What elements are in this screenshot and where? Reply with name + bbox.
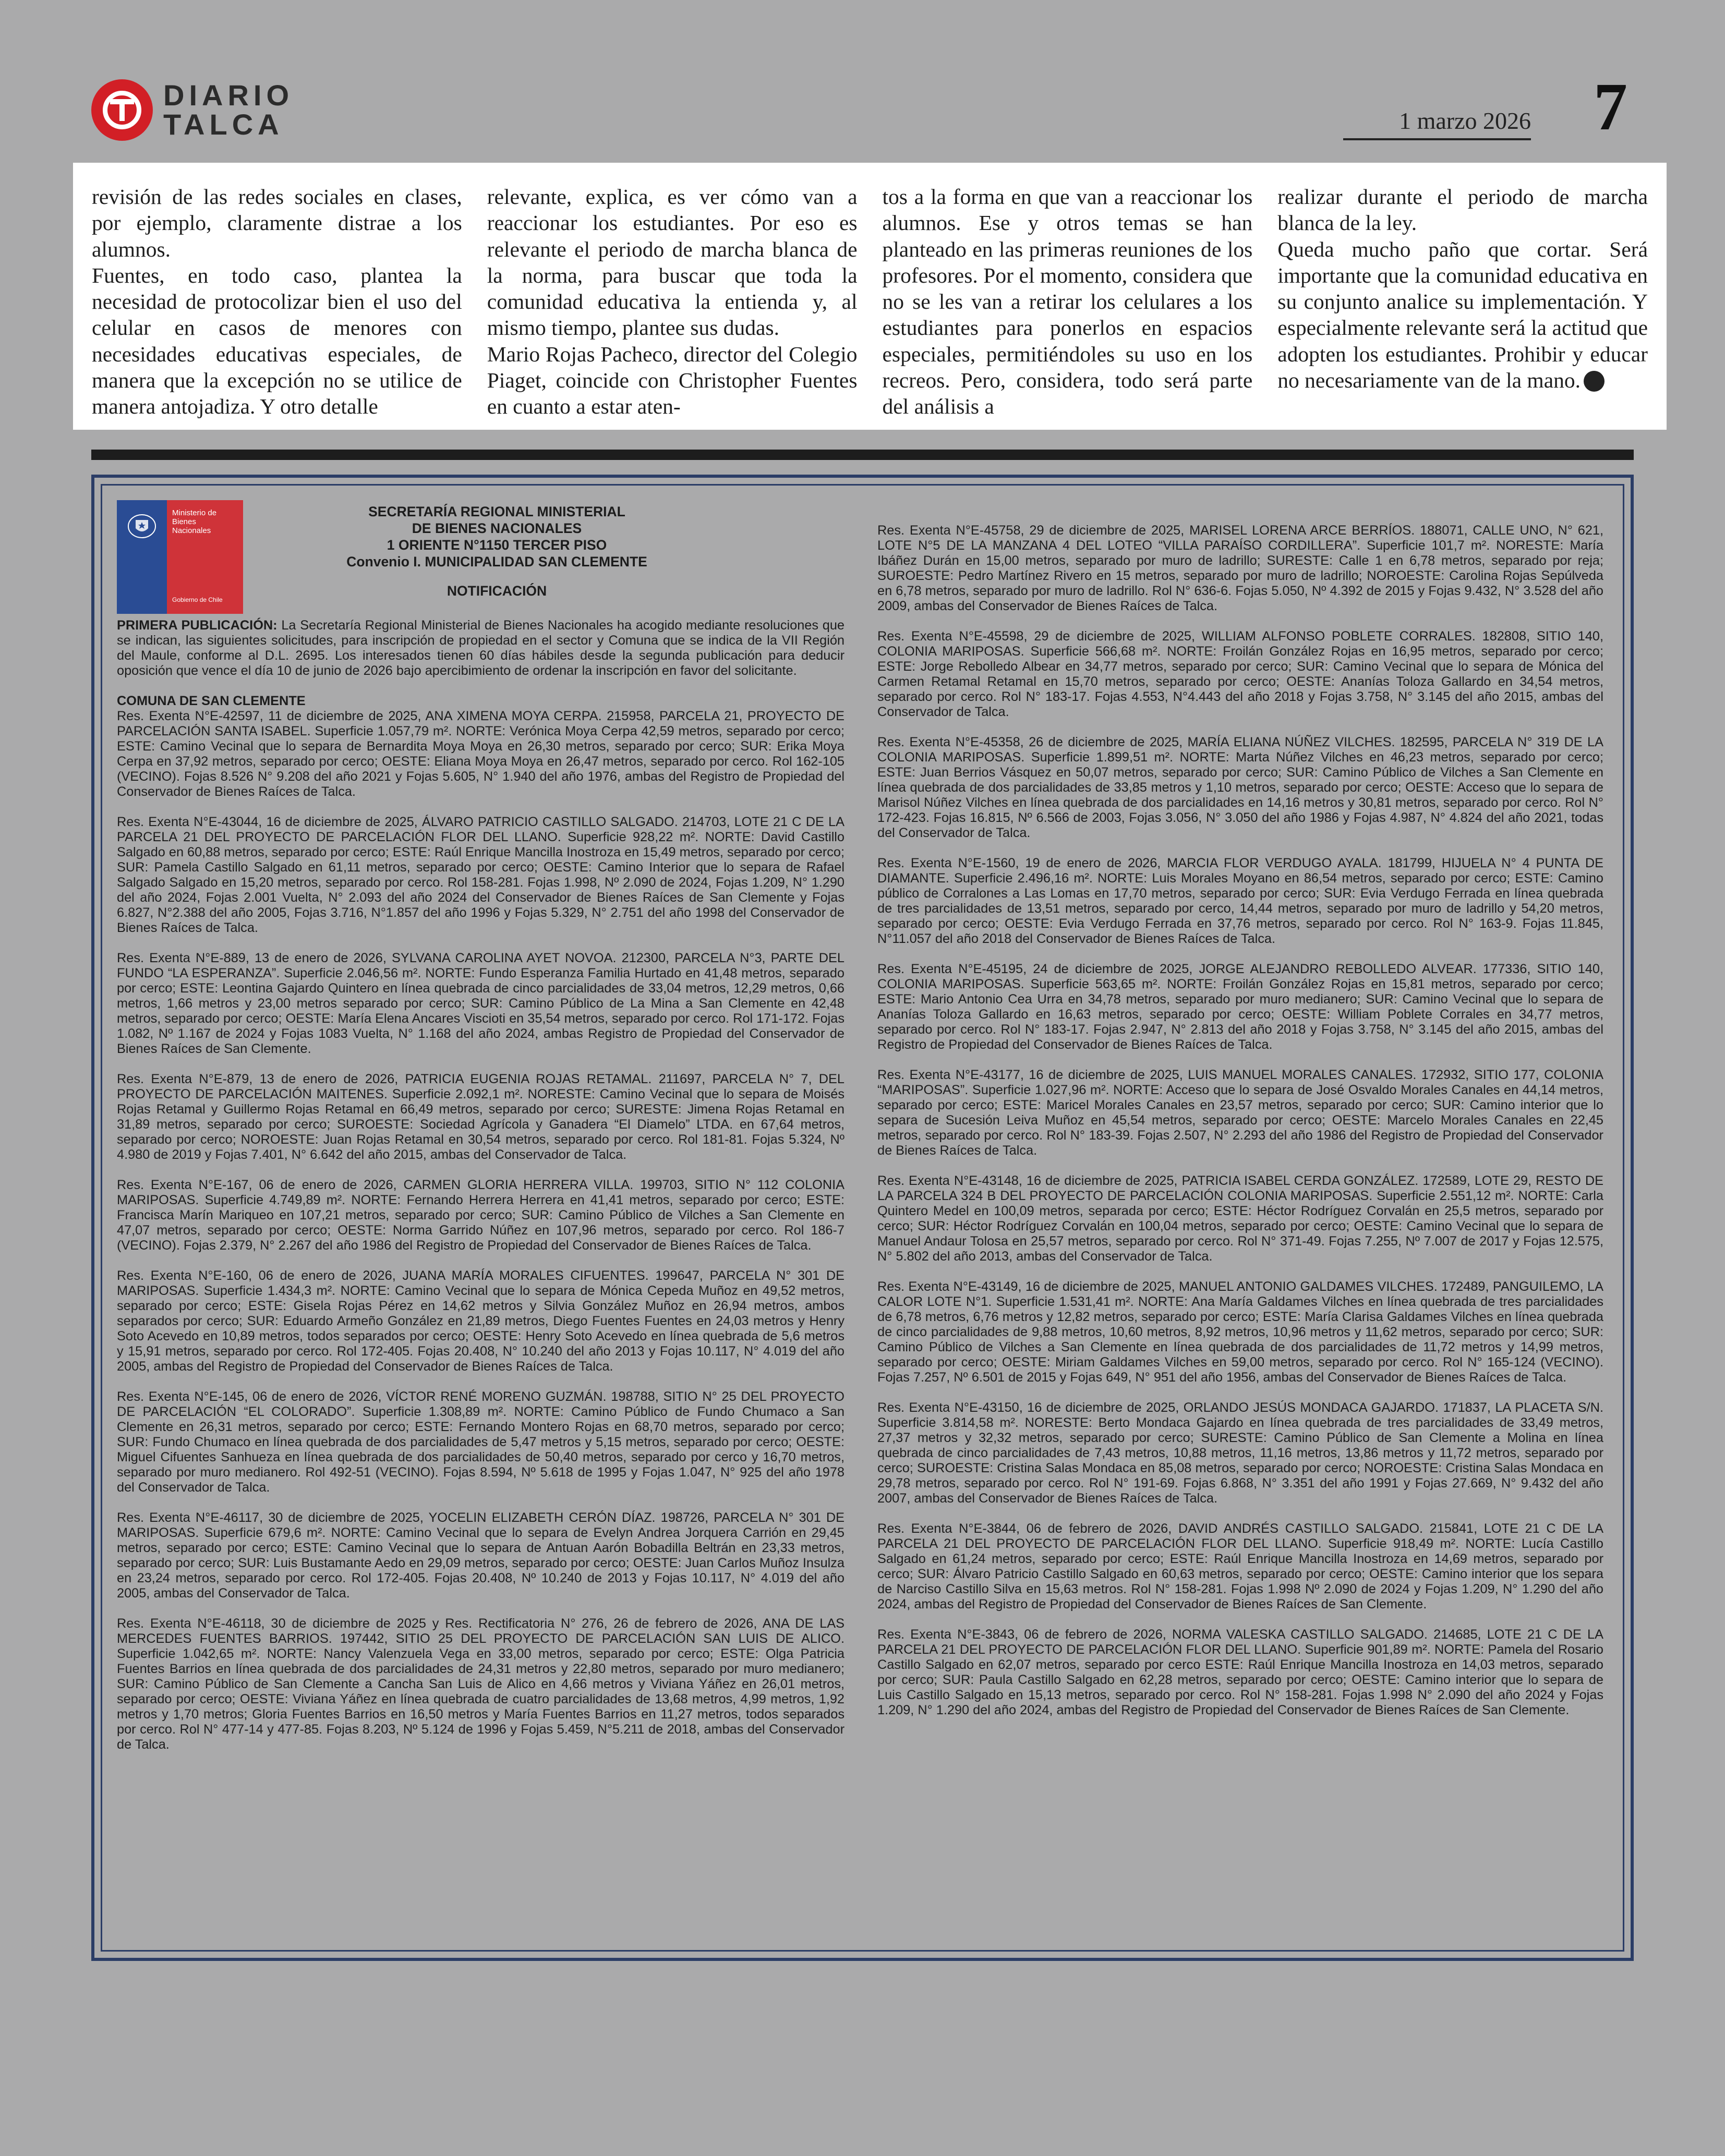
agency-line4: Convenio I. MUNICIPALIDAD SAN CLEMENTE — [346, 554, 647, 570]
agency-line1: SECRETARÍA REGIONAL MINISTERIAL — [368, 504, 625, 519]
ministry-footer: Gobierno de Chile — [172, 596, 223, 603]
masthead-line1: DIARIO — [163, 78, 294, 112]
article-panel — [73, 163, 1667, 430]
diario-talca-logo-icon — [91, 79, 153, 141]
notice-entry: Res. Exenta N°E-167, 06 de enero de 2026, CARMEN GLORIA HERRERA VILLA. 199703, SITIO N° 112 COLONIA MARIPOSAS. Superficie 4.749,89 m². NORTE: Fernando Herrera Herrera en 41,41 metros, separado por cerco; ESTE: Francisca Marín Mariqueo en 107,21 metros, separado por cerco; SUR: Camino Público de Vilches a San Clemente en 47,07 metros, separado por cerco; OESTE: Norma Garrido Núñez en 107,96 metros, separado por cerco. Rol 186-7 (VECINO). Fojas 2.379, N° 2.267 del año 1986 del Registro de Propiedad del Conservador de Bienes Raíces de Talca. — [117, 1178, 845, 1253]
notice-entry: Res. Exenta N°E-46117, 30 de diciembre de 2025, YOCELIN ELIZABETH CERÓN DÍAZ. 198726, PARCELA N° 301 DE MARIPOSAS. Superficie 679,6 m². NORTE: Camino Vecinal que lo separa de Evelyn Andrea Jorquera Carrión en 29,45 metros, separado por cerco; ESTE: Camino Vecinal que lo separa de Antuan Aarón Bobadilla Beltrán en 23,33 metros, separado por cerco; SUR: Luis Bustamante Aedo en 29,09 metros, separado por cerco; OESTE: Juan Carlos Muñoz Insulza en 23,24 metros, separado por cerco. Rol 172-405. Fojas 20.408, Nº 10.240 de 2013 y Fojas 10.117, N° 4.019 del año 2005, ambas del Conservador de Talca. — [117, 1510, 845, 1601]
agency-block — [243, 500, 845, 618]
page-number: 7 — [1594, 69, 1627, 144]
coat-of-arms-icon — [125, 511, 159, 542]
legal-notice-inner-frame — [101, 484, 1624, 1952]
notice-entry: Res. Exenta N°E-43044, 16 de diciembre de 2025, ÁLVARO PATRICIO CASTILLO SALGADO. 214703, LOTE 21 C DE LA PARCELA 21 DEL PROYECTO DE PARCELACIÓN FLOR DEL LLANO. Superficie 928,22 m². NORTE: David Castillo Salgado en 60,88 metros, separado por cerco; ESTE: Raúl Enrique Mancilla Inostroza en 15,49 metros, separado por cerco; SUR: Pamela Castillo Salgado en 61,11 metros, separado por cerco; OESTE: Camino Interior que lo separa de Rafael Salgado Salgado en 15,20 metros, separado por cerco. Rol 158-281. Fojas 1.998, Nº 2.090 de 2024, Fojas 1.209, N° 1.290 del año 2024, Fojas 2.001 Vuelta, N° 2.093 del año 2024 del Conservador de Bienes Raíces de San Clemente y Fojas 6.827, N°2.388 del año 2005, Fojas 3.716, N°1.857 del año 1996 y Fojas 5.329, N° 2.751 del año 1998 del Conservador de Bienes Raíces de Talca. — [117, 815, 845, 935]
notice-right-column — [877, 523, 1603, 1733]
comuna-heading: COMUNA DE SAN CLEMENTE — [117, 694, 306, 708]
notice-title: NOTIFICACIÓN — [447, 583, 547, 599]
ministry-name-line2: Bienes — [172, 517, 196, 526]
end-of-article-icon — [1584, 371, 1605, 392]
article-column-3 — [883, 184, 1253, 430]
ministry-name-line3: Nacionales — [172, 526, 211, 535]
notice-entry: Res. Exenta N°E-889, 13 de enero de 2026, SYLVANA CAROLINA AYET NOVOA. 212300, PARCELA N°3, PARTE DEL FUNDO “LA ESPERANZA”. Superficie 2.046,56 m². NORTE: Fundo Esperanza Familia Hurtado en 41,48 metros, separado por cerco; ESTE: Leontina Gajardo Quintero en línea quebrada de cinco parcialidades de 33,04 metros, 12,29 metros, 0,66 metros, 1,66 metros y 23,00 metros separado por cerco; SUR: Camino Público de La Mina a San Clemente en 42,48 metros, separado por cerco; OESTE: María Elena Ancares Viscioti en 35,54 metros, separado por cerco. Rol 171-172. Fojas 1.082, Nº 1.167 de 2024 y Fojas 1083 Vuelta, N° 1.168 del año 2024, ambas Registro de Propiedad del Conservador de Bienes Raíces de San Clemente. — [117, 951, 845, 1056]
notice-entry: Res. Exenta N°E-879, 13 de enero de 2026, PATRICIA EUGENIA ROJAS RETAMAL. 211697, PARCELA N° 7, DEL PROYECTO DE PARCELACIÓN MAITENES. Superficie 2.092,1 m². NORESTE: Camino Vecinal que lo separa de Moisés Rojas Retamal y Guillermo Rojas Retamal en 66,49 metros, separado por cerco; SURESTE: Jimena Rojas Retamal en 31,89 metros, separado por cerco; SUROESTE: Sociedad Agrícola y Ganadera “El Diamelo” LTDA. en 67,64 metros, separado por cerco; NOROESTE: Juan Rojas Retamal en 30,54 metros, separado por cerco. Rol 181-81. Fojas 5.324, Nº 4.980 de 2019 y Fojas 7.401, N° 6.642 del año 2015, ambas del Conservador de Talca. — [117, 1072, 845, 1162]
article-text-4b: Queda mucho paño que cortar. Será importante que la comunidad educativa en su conjunto analice su implementación. Y especialmente relevante será la actitud que adopten los estudiantes. Prohibir y educar no necesariamente van de la mano. — [1277, 237, 1648, 393]
article-text-4a: realizar durante el periodo de marcha blanca de la ley. — [1277, 185, 1648, 235]
notice-entry: Res. Exenta N°E-1560, 19 de enero de 2026, MARCIA FLOR VERDUGO AYALA. 181799, HIJUELA N° 4 PUNTA DE DIAMANTE. Superficie 2.496,16 m². NORTE: Luis Morales Moyano en 86,54 metros, separado por cerco; ESTE: Camino público de Corralones a Las Lomas en 17,70 metros, separado por cerco; SUR: Evia Verdugo Ferrada en línea quebrada de tres parcialidades de 13,51 metros, separado por cerco, 14,44 metros, separado por muro de ladrillo y 54,20 metros, separado por cerco; OESTE: Evia Verdugo Ferrada en 37,76 metros, separado por cerco. Rol N° 163-9. Fojas 11.845, N°11.057 del año 2018 del Conservador de Bienes Raíces de Talca. — [877, 856, 1603, 946]
notice-intro — [117, 618, 845, 679]
notice-entry: Res. Exenta N°E-43148, 16 de diciembre de 2025, PATRICIA ISABEL CERDA GONZÁLEZ. 172589, LOTE 29, RESTO DE LA PARCELA 324 B DEL PROYECTO DE PARCELACIÓN COLONIA MARIPOSAS. Superficie 2.551,12 m². NORTE: Carla Quintero Medel en 100,09 metros, separada por cerco; ESTE: Héctor Rodríguez Corvalán en 25,5 metros, separado por cerco; SUR: Héctor Rodríguez Corvalán en 100,04 metros, separado por cerco; OESTE: Camino Vecinal que lo separa de Manuel Andaur Tolosa en 25,57 metros, separado por cerco. Rol N° 371-49. Fojas 7.255, Nº 7.007 de 2017 y Fojas 12.575, N° 5.802 del año 2013, ambas del Conservador de Talca. — [877, 1173, 1603, 1264]
masthead-title — [163, 78, 294, 141]
notice-entry: Res. Exenta N°E-3844, 06 de febrero de 2026, DAVID ANDRÉS CASTILLO SALGADO. 215841, LOTE 21 C DE LA PARCELA 21 DEL PROYECTO DE PARCELACIÓN FLOR DEL LLANO. Superficie 918,49 m². NORTE: Lucía Castillo Salgado en 61,24 metros, separado por cerco; ESTE: Raúl Enrique Mancilla Inostroza en 14,69 metros, separado por cerco; SUR: Álvaro Patricio Castillo Salgado en 60,63 metros, separado por cerco; OESTE: Camino interior que los separa de Narciso Castillo Silva en 15,63 metros. Rol N° 158-281. Fojas 1.998 Nº 2.090 de 2024 y Fojas 1.209, N° 1.290 del año 2024, ambas del Registro de Propiedad del Conservador de Bienes Raíces de San Clemente. — [877, 1521, 1603, 1612]
article-text-3: tos a la forma en que van a reaccionar los alumnos. Ese y otros temas se han planteado en las primeras reuniones de los profesores. Por el momento, considera que no se les van a retirar los celulares a los estudiantes para ponerlos en espacios especiales, permitiéndoles su uso en los recreos. Pero, considera, todo será parte del análisis a — [882, 185, 1253, 419]
notice-left-column — [117, 486, 845, 1767]
masthead — [91, 77, 294, 142]
article-column-1 — [92, 184, 462, 430]
ministry-name-line1: Ministerio de — [172, 508, 217, 517]
date-underline — [1343, 138, 1531, 140]
notice-entry: Res. Exenta N°E-45758, 29 de diciembre de 2025, MARISEL LORENA ARCE BERRÍOS. 188071, CALLE UNO, N° 621, LOTE N°5 DE LA MANZANA 4 DEL LOTEO “VILLA PARAÍSO CORDILLERA”. Superficie 101,7 m². NORESTE: María Ibáñez Durán en 15,00 metros, separado por muro de ladrillo; SURESTE: Calle 1 en 6,78 metros, separado por reja; SUROESTE: Pedro Martínez Rivero en 15 metros, separado por muro de ladrillo; NOROESTE: Carolina Rojas Sepúlveda en 6,78 metros, separado por muro de ladrillo. Rol N° 636-6. Fojas 5.050, Nº 4.392 de 2015 y Fojas 9.432, N° 3.528 del año 2009, ambas del Conservador de Bienes Raíces de Talca. — [877, 523, 1603, 613]
intro-label: PRIMERA PUBLICACIÓN: — [117, 618, 278, 633]
issue-date: 1 marzo 2026 — [1399, 107, 1531, 134]
notice-entry: Res. Exenta N°E-45358, 26 de diciembre de 2025, MARÍA ELIANA NÚÑEZ VILCHES. 182595, PARCELA N° 319 DE LA COLONIA MARIPOSAS. Superficie 1.899,51 m². NORTE: Marta Núñez Vilches en 46,23 metros, separado por cerco; ESTE: Juan Berrios Vásquez en 50,07 metros, separado por cerco; SUR: Camino Público de Vilches a San Clemente en línea quebrada de dos parcialidades de 33,85 metros y 1,10 metros, separado por cerco; OESTE: Acceso que lo separa de Marisol Núñez Vilches en línea quebrada de dos parcialidades en 14,16 metros y 30,81 metros, separado por cerco. Rol N° 172-423. Fojas 16.815, Nº 6.566 de 2003, Fojas 3.056, N° 3.050 del año 1986 y Fojas 4.987, N° 4.824 del año 2021, todas del Conservador de Talca. — [877, 735, 1603, 840]
agency-line3: 1 ORIENTE N°1150 TERCER PISO — [387, 537, 607, 553]
article-text-2b: Mario Rojas Pacheco, director del Colegio Piaget, coincide con Christopher Fuentes en cuanto a estar aten- — [487, 342, 858, 419]
notice-entry: Res. Exenta N°E-43150, 16 de diciembre de 2025, ORLANDO JESÚS MONDACA GAJARDO. 171837, LA PLACETA S/N. Superficie 3.814,58 m². NORESTE: Berto Mondaca Gajardo en línea quebrada de tres parcialidades de 33,49 metros, 27,37 metros y 32,32 metros, separado por cerco; SURESTE: Camino Público de San Clemente a Molina en línea quebrada de cinco parcialidades de 7,43 metros, 10,88 metros, 11,16 metros, 13,86 metros y 11,72 metros, separado por cerco; SUROESTE: Cristina Salas Mondaca en 85,08 metros, separado por cerco; NOROESTE: Cristina Salas Mondaca en 29,78 metros, separado por cerco. Rol N° 191-69. Fojas 6.868, N° 3.351 del año 1991 y Fojas 27.669, N° 9.432 del año 2007, ambas del Conservador de Bienes Raíces de Talca. — [877, 1400, 1603, 1506]
notice-entry: Res. Exenta N°E-45195, 24 de diciembre de 2025, JORGE ALEJANDRO REBOLLEDO ALVEAR. 177336, SITIO 140, COLONIA MARIPOSAS. Superficie 563,65 m². NORTE: Froilán González Rojas en 15,81 metros, separado por cerco; ESTE: Mario Antonio Cea Urra en 34,78 metros, separado por muro medianero; SUR: Camino Vecinal que lo separa de Ananías Toloza Gallardo en 16,63 metros, separado por cerco; OESTE: William Poblete Corrales en 34,77 metros, separado por cerco. Rol N° 183-17. Fojas 2.947, N° 2.813 del año 2018 y Fojas 3.758, N° 3.145 del año 2015, ambas del Registro de Propiedad del Conservador de Bienes Raíces de Talca. — [877, 962, 1603, 1052]
notice-entry: Res. Exenta N°E-43177, 16 de diciembre de 2025, LUIS MANUEL MORALES CANALES. 172932, SITIO 177, COLONIA “MARIPOSAS”. Superficie 1.027,96 m². NORTE: Acceso que lo separa de José Osvaldo Morales Canales en 44,14 metros, separado por cerco; ESTE: Maricel Morales Canales en 23,57 metros, separado por cerco; SUR: Camino interior que lo separa de Sucesión Leiva Muñoz en 45,54 metros, separado por cerco; OESTE: Marcelo Morales Canales en 22,45 metros, separado por cerco. Rol N° 183-39. Fojas 2.507, N° 2.293 del año 1986 del Registro de Propiedad del Conservador de Bienes Raíces de Talca. — [877, 1068, 1603, 1158]
article-text-2a: relevante, explica, es ver cómo van a reaccionar los estudiantes. Por eso es relevante el periodo de marcha blanca de la norma, para buscar que toda la comunidad educativa la entienda y, al mismo tiempo, plantee sus dudas. — [487, 185, 858, 340]
article-column-2 — [487, 184, 858, 430]
notice-entry: Res. Exenta N°E-42597, 11 de diciembre de 2025, ANA XIMENA MOYA CERPA. 215958, PARCELA 21, PROYECTO DE PARCELACIÓN SANTA ISABEL. Superficie 1.057,79 m². NORTE: Verónica Moya Cerpa 42,59 metros, separado por cerco; ESTE: Camino Vecinal que lo separa de Bernardita Moya Moya en 26,30 metros, separado por cerco; SUR: Erika Moya Cerpa en 37,92 metros, separado por cerco; OESTE: Eliana Moya Moya en 26,47 metros, separado por cerco. Rol 162-105 (VECINO). Fojas 8.526 N° 9.208 del año 2021 y Fojas 5.605, N° 1.940 del año 1976, ambas del Registro de Propiedad del Conservador de Bienes Raíces de Talca. — [117, 709, 845, 799]
notice-entry: Res. Exenta N°E-145, 06 de enero de 2026, VÍCTOR RENÉ MORENO GUZMÁN. 198788, SITIO N° 25 DEL PROYECTO DE PARCELACIÓN “EL COLORADO”. Superficie 1.308,89 m². NORTE: Camino Público de Fundo Chumaco a San Clemente en 26,31 metros, separado por cerco; ESTE: Fernando Montero Rojas en 68,70 metros, separado por cerco; SUR: Fundo Chumaco en línea quebrada de dos parcialidades de 5,47 metros y 5,15 metros, separado por cerco; OESTE: Miguel Cifuentes Sanhueza en línea quebrada de dos parcialidades de 50,40 metros, separado por cerco y 16,70 metros, separado por muro medianero. Rol 492-51 (VECINO). Fojas 8.594, Nº 5.618 de 1995 y Fojas 1.047, N° 925 del año 1978 del Conservador de Talca. — [117, 1389, 845, 1495]
article-text-1a: revisión de las redes sociales en clases, por ejemplo, claramente distrae a los alumnos. — [92, 185, 462, 261]
article-text-1b: Fuentes, en todo caso, plantea la necesidad de protocolizar bien el uso del celular en casos de menores con necesidades educativas especiales, de manera que la excepción no se utilice de manera antojadiza. Y otro detalle — [92, 263, 462, 419]
intro-text: La Secretaría Regional Ministerial de Bienes Nacionales ha acogido mediante resoluciones que se indican, las siguientes solicitudes, para inscripción de propiedad en el sector y Comuna que se indica de la VII Región del Maule, conforme al D.L. 2695. Los interesados tienen 60 días hábiles desde la segunda publicación para deducir oposición que vence el día 10 de junio de 2026 bajo apercibimiento de ordenar la inscripción en favor del solicitante. — [117, 618, 845, 678]
legal-notice — [91, 475, 1634, 1961]
article-column-4 — [1277, 184, 1648, 430]
notice-entry: Res. Exenta N°E-46118, 30 de diciembre de 2025 y Res. Rectificatoria N° 276, 26 de febrero de 2026, ANA DE LAS MERCEDES FUENTES BARRIOS. 197442, SITIO 25 DEL PROYECTO DE PARCELACIÓN SAN LUIS DE ALICO. Superficie 1.042,65 m². NORTE: Nancy Valenzuela Vega en 33,00 metros, separado por cerco; ESTE: Olga Patricia Fuentes Barrios en línea quebrada de dos parcialidades de 24,31 metros y 22,80 metros, separado por muro medianero; SUR: Camino Público de San Clemente a Cancha San Luis de Alico en 4,66 metros y Viviana Yáñez en 26,01 metros, separado por cerco; OESTE: Viviana Yáñez en línea quebrada de cuatro parcialidades de 13,68 metros, 4,99 metros, 1,92 metros y 1,70 metros; Gloria Fuentes Barrios en 16,50 metros y María Fuentes Barrios en 11,27 metros, todos separados por cerco. Rol N° 477-14 y 477-85. Fojas 8.203, Nº 5.124 de 1996 y Fojas 5.459, N°5.211 de 2018, ambas del Conservador de Talca. — [117, 1616, 845, 1752]
agency-line2: DE BIENES NACIONALES — [412, 520, 582, 536]
notice-entry: Res. Exenta N°E-3843, 06 de febrero de 2026, NORMA VALESKA CASTILLO SALGADO. 214685, LOTE 21 C DE LA PARCELA 21 DEL PROYECTO DE PARCELACIÓN FLOR DEL LLANO. Superficie 901,89 m². NORTE: Pamela del Rosario Castillo Salgado en 62,07 metros, separado por cerco ESTE: Raúl Enrique Mancilla Inostroza en 14,03 metros, separado por cerco; SUR: Paula Castillo Salgado en 62,28 metros, separado por cerco; OESTE: Camino interior que lo separa de Luis Castillo Salgado en 15,13 metros, separado por cerco. Rol N° 158-281. Fojas 1.998 N° 2.090 del año 2024 y Fojas 1.209, N° 1.290 del año 2024, ambas del Registro de Propiedad del Conservador de Bienes Raíces de San Clemente. — [877, 1627, 1603, 1717]
notice-entry: Res. Exenta N°E-45598, 29 de diciembre de 2025, WILLIAM ALFONSO POBLETE CORRALES. 182808, SITIO 140, COLONIA MARIPOSAS. Superficie 566,68 m². NORTE: Froilán González Rojas en 16,95 metros, separado por cerco; ESTE: Jorge Rebolledo Albear en 34,77 metros, separado por cerco; SUR: Camino Vecinal que lo separa de Mónica del Carmen Retamal Retamal en 15,70 metros, separado por cerco; OESTE: Ananías Toloza Gallardo en 34,54 metros, separado por cerco. Rol N° 183-17. Fojas 4.553, N°4.443 del año 2018 y Fojas 3.758, N° 3.145 del año 2015, ambas del Conservador de Talca. — [877, 629, 1603, 719]
section-divider — [91, 450, 1634, 460]
ministry-logo — [117, 500, 243, 614]
masthead-line2: TALCA — [163, 107, 284, 141]
notice-header — [117, 500, 845, 618]
notice-entry: Res. Exenta N°E-43149, 16 de diciembre de 2025, MANUEL ANTONIO GALDAMES VILCHES. 172489, PANGUILEMO, LA CALOR LOTE N°1. Superficie 1.531,41 m². NORTE: Ana María Galdames Vilches en línea quebrada de tres parcialidades de 6,78 metros, 6,76 metros y 12,82 metros, separado por cerco; ESTE: María Clarisa Galdames Vilches en línea quebrada de cinco parcialidades de 9,88 metros, 10,60 metros, 8,92 metros, 10,96 metros y 11,62 metros, separado por cerco; SUR: Camino Público de Vilches a San Clemente en línea quebrada de dos parcialidades de 11,72 metros y 14,99 metros, separado por cerco; OESTE: Miriam Galdames Vilches en 59,00 metros, separado por cerco. Rol N° 165-124 (VECINO). Fojas 7.257, Nº 6.501 de 2015 y Fojas 649, N° 951 del año 1956, ambas del Conservador de Bienes Raíces de Talca. — [877, 1279, 1603, 1385]
notice-entry: Res. Exenta N°E-160, 06 de enero de 2026, JUANA MARÍA MORALES CIFUENTES. 199647, PARCELA N° 301 DE MARIPOSAS. Superficie 1.434,3 m². NORTE: Camino Vecinal que lo separa de Mónica Cepeda Muñoz en 49,52 metros, separado por cerco; ESTE: Gisela Rojas Pérez en 14,62 metros y Silvia González Muñoz en 26,94 metros, ambos separados por cerco; SUR: Eduardo Armeño González en 21,89 metros, Diego Fuentes Fuentes en 24,03 metros y Henry Soto Acevedo en 10,89 metros, todos separados por cerco; OESTE: Henry Soto Acevedo en línea quebrada de 5,6 metros y 15,91 metros, separado por cerco. Rol 172-405. Fojas 20.408, N° 10.240 del año 2013 y Fojas 10.117, N° 4.019 del año 2005, ambas del Registro de Propiedad del Conservador de Bienes Raíces de Talca. — [117, 1268, 845, 1374]
